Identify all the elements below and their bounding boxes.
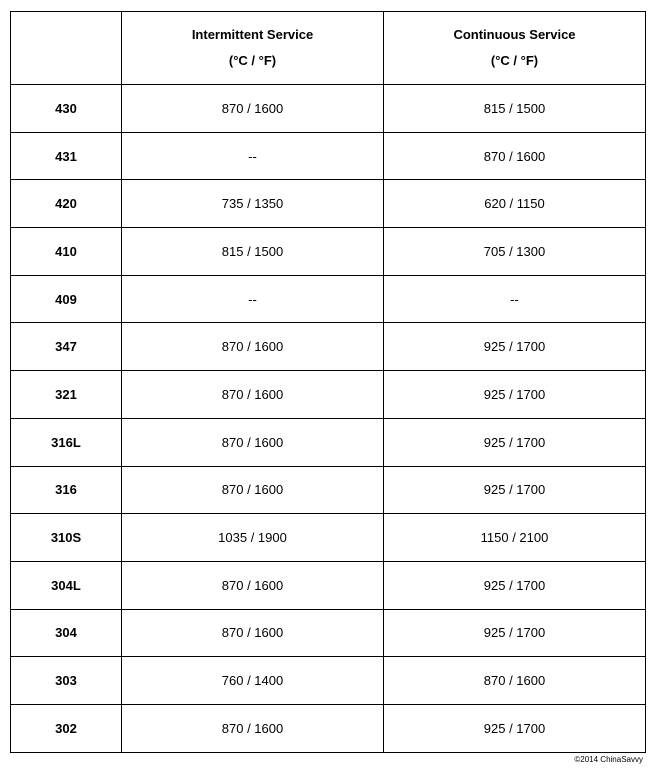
continuous-cell: 815 / 1500 bbox=[384, 85, 646, 133]
grade-cell: 304L bbox=[11, 561, 122, 609]
table-row bbox=[11, 704, 646, 752]
intermittent-cell: 870 / 1600 bbox=[122, 418, 384, 466]
grade-cell: 304 bbox=[11, 609, 122, 657]
header-cell-continuous bbox=[384, 12, 646, 85]
table-row bbox=[11, 609, 646, 657]
grade-cell: 302 bbox=[11, 704, 122, 752]
grade-cell: 310S bbox=[11, 514, 122, 562]
continuous-cell: 1150 / 2100 bbox=[384, 514, 646, 562]
continuous-cell: 925 / 1700 bbox=[384, 371, 646, 419]
intermittent-cell: -- bbox=[122, 132, 384, 180]
table-row bbox=[11, 132, 646, 180]
table-row bbox=[11, 371, 646, 419]
grade-cell: 316 bbox=[11, 466, 122, 514]
temperature-table bbox=[10, 11, 646, 753]
table-header-row bbox=[11, 12, 646, 85]
table-row bbox=[11, 561, 646, 609]
table-row bbox=[11, 418, 646, 466]
intermittent-cell: 1035 / 1900 bbox=[122, 514, 384, 562]
table-row bbox=[11, 323, 646, 371]
header-continuous-title: Continuous Service bbox=[453, 27, 576, 42]
header-cell-grade bbox=[11, 12, 122, 85]
intermittent-cell: 735 / 1350 bbox=[122, 180, 384, 228]
continuous-cell: -- bbox=[384, 275, 646, 323]
intermittent-cell: 870 / 1600 bbox=[122, 561, 384, 609]
header-intermittent-title: Intermittent Service bbox=[191, 27, 314, 42]
header-cell-intermittent bbox=[122, 12, 384, 85]
continuous-cell: 925 / 1700 bbox=[384, 561, 646, 609]
continuous-cell: 705 / 1300 bbox=[384, 228, 646, 276]
intermittent-cell: 870 / 1600 bbox=[122, 466, 384, 514]
continuous-cell: 925 / 1700 bbox=[384, 323, 646, 371]
table-row bbox=[11, 514, 646, 562]
intermittent-cell: 870 / 1600 bbox=[122, 704, 384, 752]
table-row bbox=[11, 275, 646, 323]
grade-cell: 347 bbox=[11, 323, 122, 371]
grade-cell: 420 bbox=[11, 180, 122, 228]
continuous-cell: 870 / 1600 bbox=[384, 657, 646, 705]
continuous-cell: 620 / 1150 bbox=[384, 180, 646, 228]
grade-cell: 410 bbox=[11, 228, 122, 276]
intermittent-cell: 760 / 1400 bbox=[122, 657, 384, 705]
intermittent-cell: -- bbox=[122, 275, 384, 323]
grade-cell: 316L bbox=[11, 418, 122, 466]
header-intermittent-unit: (°C / °F) bbox=[228, 53, 277, 68]
table-row bbox=[11, 228, 646, 276]
intermittent-cell: 870 / 1600 bbox=[122, 85, 384, 133]
grade-cell: 409 bbox=[11, 275, 122, 323]
intermittent-cell: 870 / 1600 bbox=[122, 323, 384, 371]
intermittent-cell: 870 / 1600 bbox=[122, 371, 384, 419]
copyright-notice: ©2014 ChinaSavvy bbox=[574, 755, 643, 764]
table-row bbox=[11, 466, 646, 514]
table-row bbox=[11, 657, 646, 705]
table-row bbox=[11, 180, 646, 228]
table-row bbox=[11, 85, 646, 133]
grade-cell: 303 bbox=[11, 657, 122, 705]
intermittent-cell: 815 / 1500 bbox=[122, 228, 384, 276]
grade-cell: 321 bbox=[11, 371, 122, 419]
header-continuous-unit: (°C / °F) bbox=[490, 53, 539, 68]
continuous-cell: 925 / 1700 bbox=[384, 704, 646, 752]
grade-cell: 431 bbox=[11, 132, 122, 180]
continuous-cell: 925 / 1700 bbox=[384, 609, 646, 657]
intermittent-cell: 870 / 1600 bbox=[122, 609, 384, 657]
continuous-cell: 925 / 1700 bbox=[384, 418, 646, 466]
continuous-cell: 870 / 1600 bbox=[384, 132, 646, 180]
continuous-cell: 925 / 1700 bbox=[384, 466, 646, 514]
grade-cell: 430 bbox=[11, 85, 122, 133]
